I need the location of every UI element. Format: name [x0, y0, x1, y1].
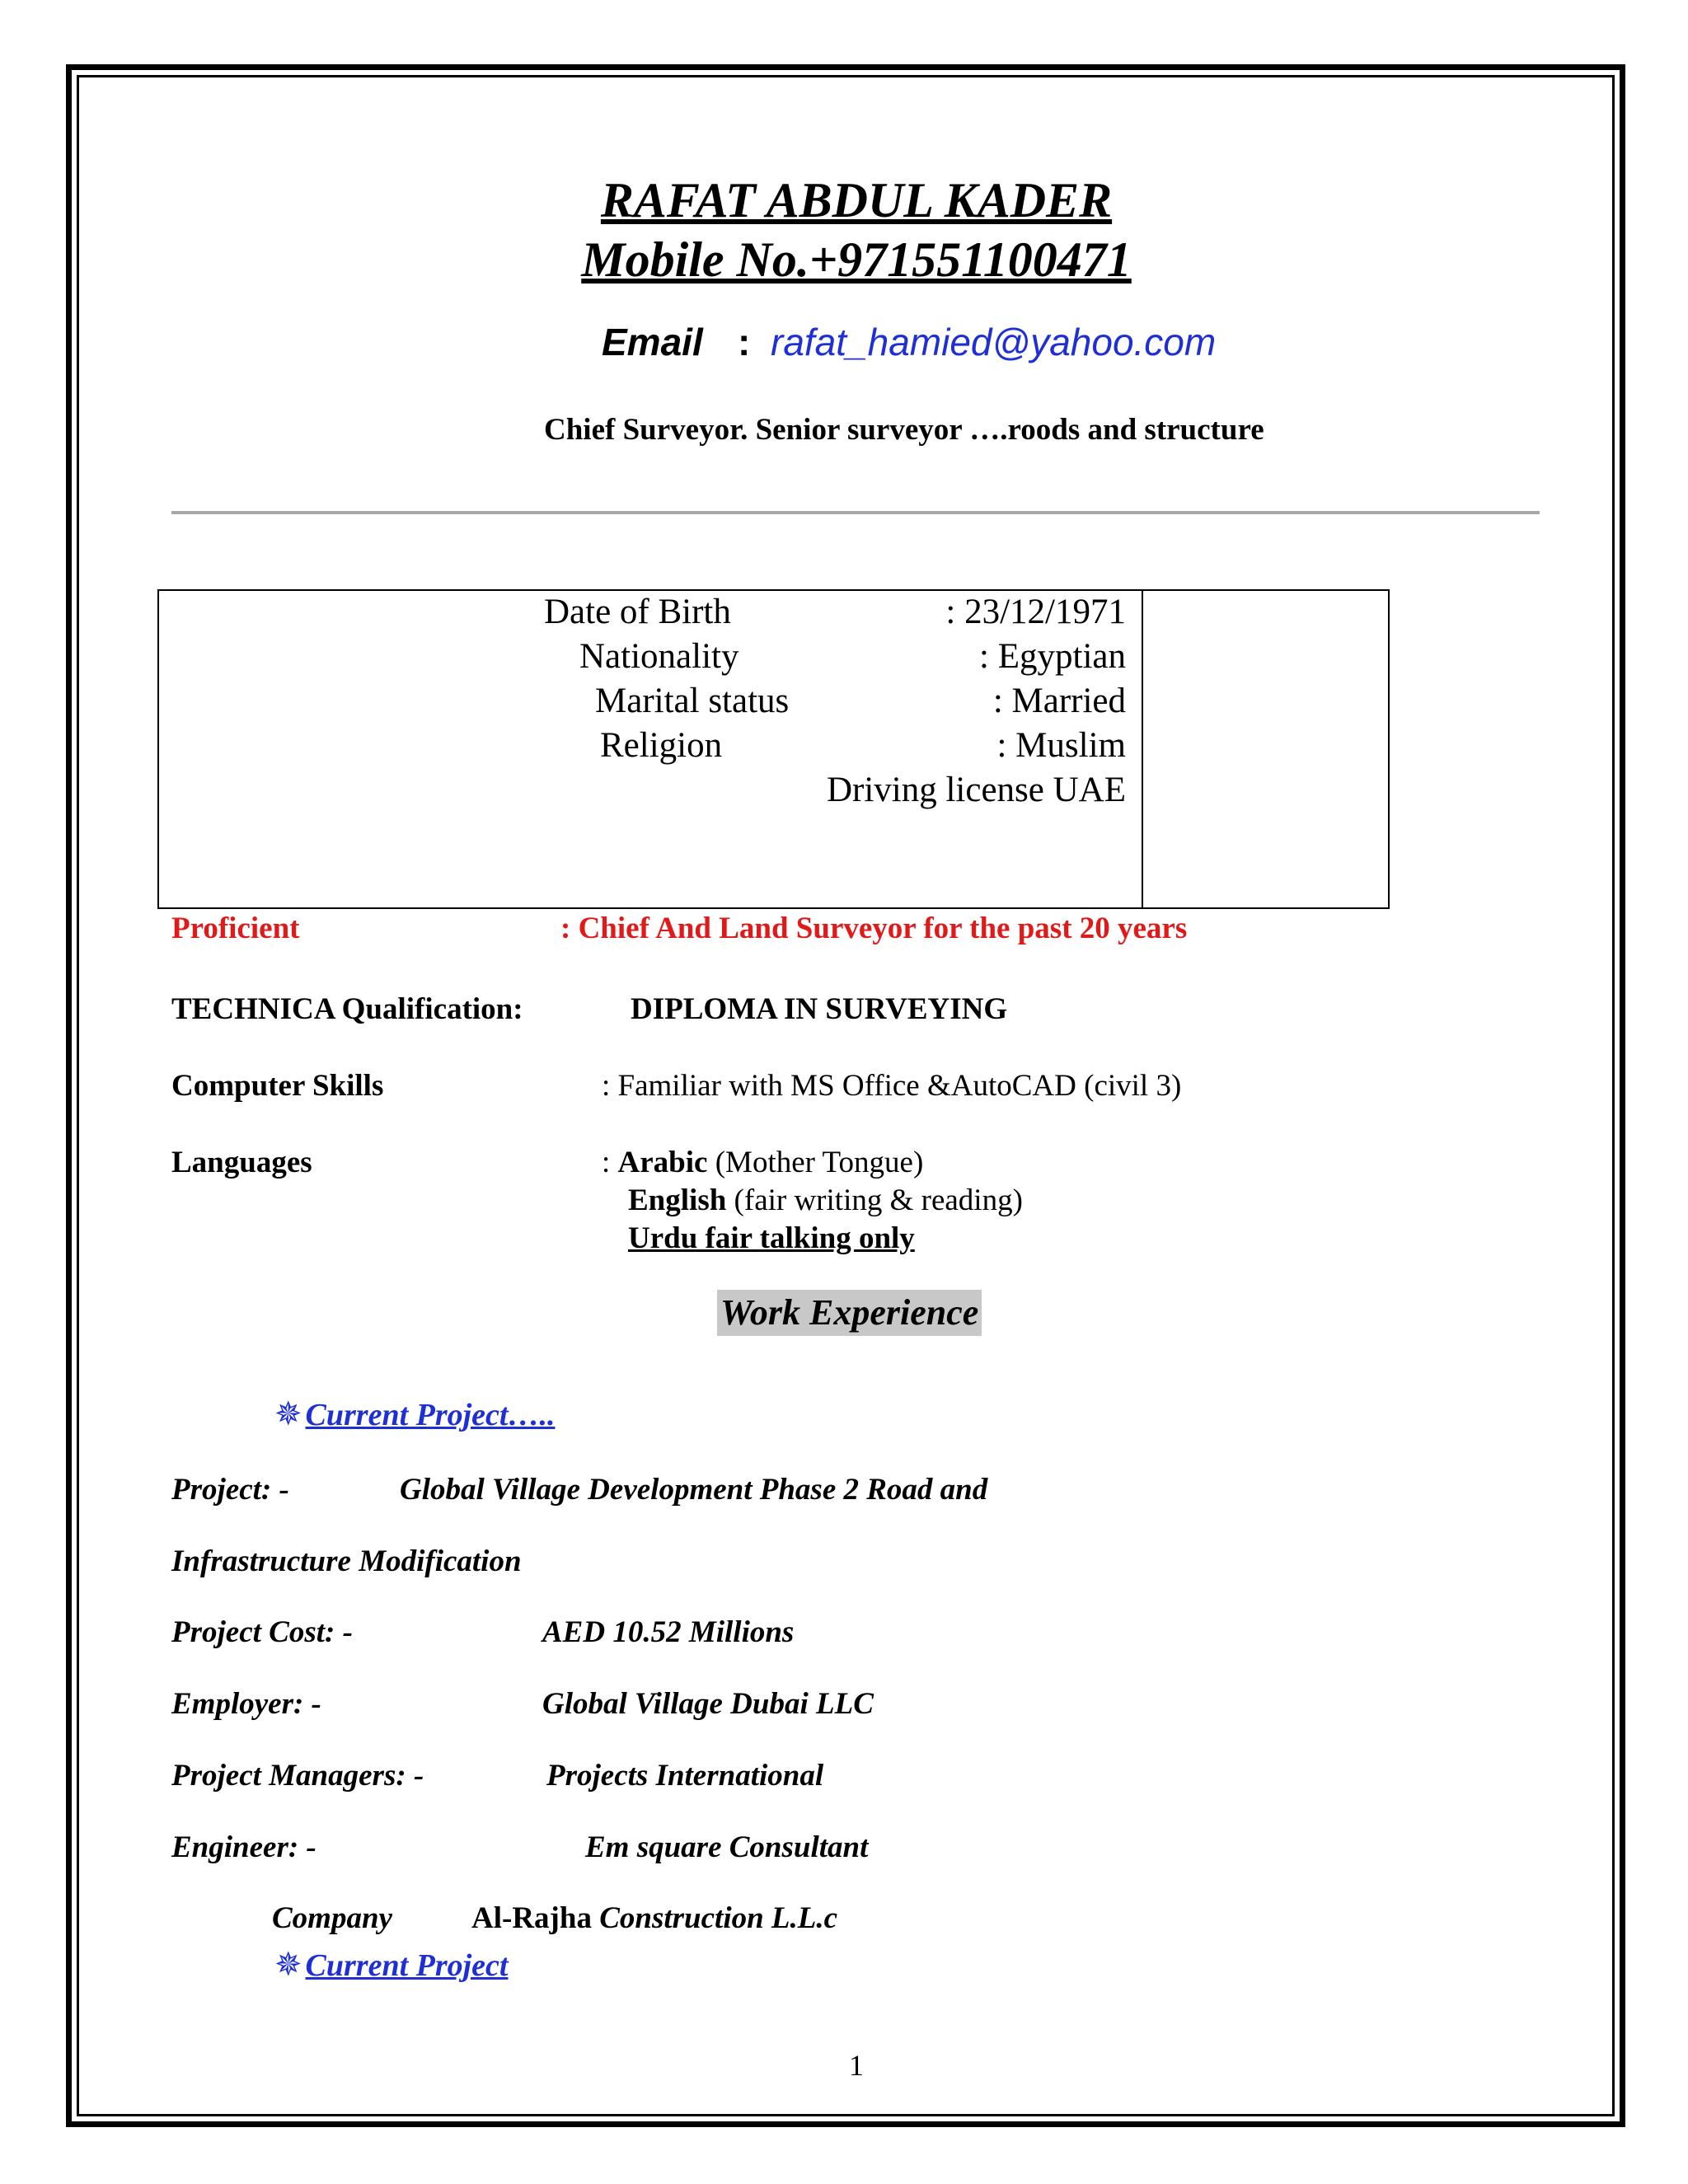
current-project-link[interactable]: Current Project	[305, 1948, 509, 1983]
dob-value: : 23/12/1971	[945, 593, 1126, 631]
current-project-1	[274, 1394, 555, 1433]
project-managers-value: Projects International	[546, 1759, 824, 1793]
company-value	[471, 1900, 837, 1936]
nationality-label: Nationality	[579, 637, 739, 676]
nationality-value: : Egyptian	[979, 637, 1126, 676]
arabic-colon: :	[602, 1146, 611, 1179]
project-label: Project: -	[171, 1473, 289, 1507]
email-label: Email	[602, 321, 703, 363]
job-tagline: Chief Surveyor. Senior surveyor ….roods and structure	[544, 413, 1264, 447]
qualification-value: DIPLOMA IN SURVEYING	[631, 992, 1008, 1026]
languages-label: Languages	[171, 1146, 312, 1179]
language-arabic	[602, 1145, 923, 1180]
proficient-label: Proficient	[171, 912, 300, 945]
work-experience-heading: Work Experience	[717, 1290, 982, 1336]
project-value-continued: Infrastructure Modification	[171, 1544, 522, 1578]
marital-status-value: : Married	[992, 682, 1126, 720]
qualification-label: TECHNICA Qualification:	[171, 992, 523, 1026]
engineer-label: Engineer: -	[171, 1830, 316, 1864]
project-cost-value: AED 10.52 Millions	[542, 1615, 795, 1649]
company-name-rest: Construction L.L.c	[599, 1901, 838, 1935]
email-link[interactable]: rafat_hamied@yahoo.com	[771, 321, 1217, 363]
language-english	[628, 1183, 1023, 1218]
english-name: English	[628, 1183, 727, 1217]
page-number: 1	[849, 2049, 864, 2082]
photo-cell-divider	[1142, 589, 1143, 909]
current-project-2	[274, 1945, 508, 1984]
mobile-number: Mobile No.+971551100471	[581, 232, 1132, 287]
star-bullet-icon: ✵	[274, 1395, 302, 1432]
email-colon: :	[738, 321, 751, 363]
dob-label: Date of Birth	[544, 593, 731, 631]
language-urdu: Urdu fair talking only	[628, 1221, 915, 1255]
employer-label: Employer: -	[171, 1687, 321, 1721]
personal-info-box	[157, 589, 1390, 909]
marital-status-label: Marital status	[595, 682, 790, 720]
horizontal-divider	[171, 511, 1540, 514]
computer-skills-label: Computer Skills	[171, 1069, 384, 1103]
company-name-bold: Al-Rajha	[471, 1901, 592, 1935]
current-project-link[interactable]: Current Project…..	[305, 1398, 556, 1432]
star-bullet-icon: ✵	[274, 1946, 302, 1983]
employer-value: Global Village Dubai LLC	[542, 1687, 874, 1721]
arabic-note: (Mother Tongue)	[715, 1146, 924, 1179]
religion-value: : Muslim	[996, 726, 1126, 765]
computer-skills-value: : Familiar with MS Office &AutoCAD (civil 3)	[602, 1069, 1182, 1103]
engineer-value: Em square Consultant	[585, 1830, 869, 1864]
religion-label: Religion	[600, 726, 723, 765]
company-label: Company	[272, 1901, 392, 1935]
project-managers-label: Project Managers: -	[171, 1759, 424, 1793]
project-cost-label: Project Cost: -	[171, 1615, 353, 1649]
proficient-value: : Chief And Land Surveyor for the past 20 years	[560, 912, 1188, 945]
english-note: (fair writing & reading)	[734, 1183, 1023, 1217]
candidate-name: RAFAT ABDUL KADER	[600, 173, 1113, 227]
project-value: Global Village Development Phase 2 Road and	[400, 1473, 988, 1507]
arabic-name: Arabic	[617, 1146, 708, 1179]
driving-license: Driving license UAE	[826, 771, 1126, 809]
